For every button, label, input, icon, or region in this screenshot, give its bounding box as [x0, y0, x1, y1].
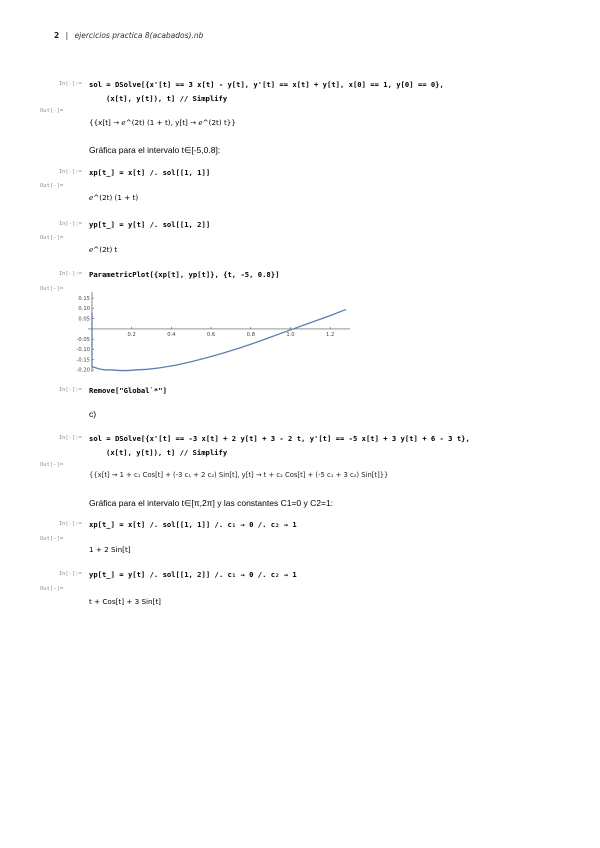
input-label: In[-]:=	[58, 387, 82, 393]
output-label: Out[-]=	[40, 286, 64, 292]
y-tick-label: -0.15	[76, 357, 90, 364]
input-label: In[-]:=	[58, 81, 82, 87]
y-tick-label: 0.05	[78, 316, 90, 323]
y-tick-label: -0.20	[76, 367, 90, 374]
text-cell: c)	[89, 409, 97, 419]
input-label: In[-]:=	[58, 221, 82, 227]
text-cell: Gráfica para el intervalo t∈[-5,0.8]:	[89, 145, 221, 155]
input-label: In[-]:=	[58, 271, 82, 277]
input-code-continuation[interactable]: (x[t], y[t]), t] // Simplify	[106, 448, 228, 457]
page-number: 2	[54, 31, 60, 40]
input-label: In[-]:=	[58, 571, 82, 577]
output-expression: ℯ^(2t) (1 + t)	[89, 193, 139, 202]
header-separator: |	[65, 31, 69, 40]
input-code[interactable]: yp[t_] = y[t] /. sol[[1, 2]] /. c₁ → 0 /. c₂ → 1	[89, 570, 297, 579]
page-header	[54, 31, 203, 40]
output-label: Out[-]=	[40, 235, 64, 241]
x-tick-label: 0.4	[167, 331, 176, 338]
parametric-plot	[76, 292, 350, 374]
output-label: Out[-]=	[40, 462, 64, 468]
input-label: In[-]:=	[58, 521, 82, 527]
input-code[interactable]: sol = DSolve[{x'[t] == 3 x[t] - y[t], y'[t] == x[t] + y[t], x[0] == 1, y[0] == 0},	[89, 80, 444, 89]
output-label: Out[-]=	[40, 183, 64, 189]
x-tick-label: 0.6	[206, 331, 216, 338]
input-label: In[-]:=	[58, 435, 82, 441]
x-tick-label: 0.8	[246, 331, 255, 338]
input-code[interactable]: Remove["Global`*"]	[89, 386, 167, 395]
text-cell: Gráfica para el intervalo t∈[π,2π] y las constantes C1=0 y C2=1:	[89, 498, 334, 508]
notebook-filename: ejercicios practica 8(acabados).nb	[74, 31, 204, 40]
output-label: Out[-]=	[40, 108, 64, 114]
output-expression: {{x[t] → ℯ^(2t) (1 + t), y[t] → ℯ^(2t) t}}	[89, 118, 236, 127]
input-code[interactable]: ParametricPlot[{xp[t], yp[t]}, {t, -5, 0.8}]	[89, 270, 280, 279]
x-tick-label: 0.2	[127, 331, 136, 338]
output-expression: {{x[t] → 1 + c₁ Cos[t] + (-3 c₁ + 2 c₂) Sin[t], y[t] → t + c₂ Cos[t] + (-5 c₁ + 3 c₂) Sin[t]}}	[89, 471, 389, 479]
curve-series	[92, 309, 346, 370]
output-expression: t + Cos[t] + 3 Sin[t]	[89, 597, 161, 606]
output-expression: ℯ^(2t) t	[89, 245, 118, 254]
output-expression: 1 + 2 Sin[t]	[89, 545, 131, 554]
y-tick-label: 0.15	[78, 295, 90, 302]
input-code[interactable]: xp[t_] = x[t] /. sol[[1, 1]] /. c₁ → 0 /. c₂ → 1	[89, 520, 297, 529]
y-tick-label: 0.10	[78, 306, 90, 313]
input-code[interactable]: xp[t_] = x[t] /. sol[[1, 1]]	[89, 168, 211, 177]
input-code[interactable]: yp[t_] = y[t] /. sol[[1, 2]]	[89, 220, 211, 229]
x-tick-label: 1.0	[286, 331, 295, 338]
input-code-continuation[interactable]: (x[t], y[t]), t] // Simplify	[106, 94, 228, 103]
output-label: Out[-]=	[40, 586, 64, 592]
output-label: Out[-]=	[40, 536, 64, 542]
input-label: In[-]:=	[58, 169, 82, 175]
y-tick-label: -0.05	[76, 336, 90, 343]
x-tick-label: 1.2	[326, 331, 335, 338]
y-tick-label: -0.10	[76, 347, 90, 354]
input-code[interactable]: sol = DSolve[{x'[t] == -3 x[t] + 2 y[t] + 3 - 2 t, y'[t] == -5 x[t] + 3 y[t] + 6 - 3 t},	[89, 434, 470, 443]
plot-svg	[76, 292, 350, 374]
